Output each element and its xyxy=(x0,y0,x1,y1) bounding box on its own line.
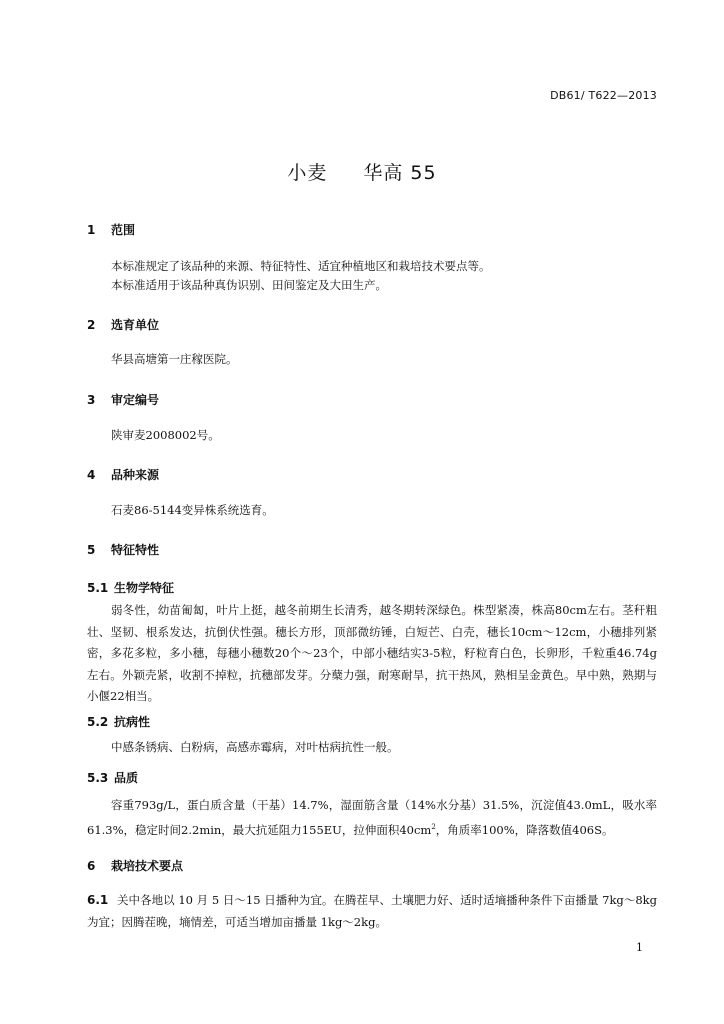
section-5-1-heading: 5.1 生物学特征 xyxy=(87,581,175,595)
page-number: 1 xyxy=(636,941,643,954)
section-5-heading: 5 特征特性 xyxy=(87,543,160,557)
section-4-heading: 4 品种来源 xyxy=(87,468,160,482)
title-crop: 小麦 xyxy=(287,162,328,184)
section-5-3-heading: 5.3 品质 xyxy=(87,771,139,785)
section-5-2-heading: 5.2 抗病性 xyxy=(87,715,151,729)
section-6-1-paragraph: 6.1 关中各地以 10 月 5 日～15 日播种为宜。在腾茬早、土壤肥力好、适时适墒播种条件下亩播量 7kg～8kg 为宜；因腾茬晚，墒情差，可适当增加亩播量 1kg～2kg。 xyxy=(87,890,657,933)
section-6-heading: 6 栽培技术要点 xyxy=(87,859,184,873)
section-5-2-paragraph: 中感条锈病、白粉病，高感赤霉病，对叶枯病抗性一般。 xyxy=(111,740,399,754)
section-1-heading: 1 范围 xyxy=(87,223,136,237)
section-3-heading: 3 审定编号 xyxy=(87,393,160,407)
document-title xyxy=(0,158,724,185)
section-3-paragraph: 陕审麦2008002号。 xyxy=(111,428,220,442)
section-2-paragraph: 华县高塘第一庄稼医院。 xyxy=(111,352,238,366)
standard-code: DB61/ T622—2013 xyxy=(550,89,657,102)
section-4-paragraph: 石麦86-5144变异株系统选育。 xyxy=(111,503,274,517)
section-1-paragraph-1: 本标准规定了该品种的来源、特征特性、适宜种植地区和栽培技术要点等。 xyxy=(111,259,491,273)
title-variety: 华高 55 xyxy=(363,162,437,184)
section-5-3-paragraph: 容重793g/L，蛋白质含量（干基）14.7%，湿面筋含量（14%水分基）31.5%，沉淀值43.0mL，吸水率61.3%，稳定时间2.2min，最大抗延阻力155EU，拉伸面积$40cm^2$，角质率100%，降落数值406S。 xyxy=(87,798,657,837)
section-1-paragraph-2: 本标准适用于该品种真伪识别、田间鉴定及大田生产。 xyxy=(111,278,387,292)
section-2-heading: 2 选育单位 xyxy=(87,318,160,332)
section-6-1-number: 6.1 xyxy=(87,893,109,907)
section-5-1-paragraph: 弱冬性，幼苗匍匐，叶片上挺，越冬前期生长清秀，越冬期转深绿色。株型紧凑，株高80cm左右。茎秆粗壮、坚韧、根系发达，抗倒伏性强。穗长方形，顶部微纺锤，白短芒、白壳，穗长10cm～12cm，小穗排列紧密，多花多粒，多小穗，每穗小穗数20个～23个，中部小穗结实3-5粒，籽粒育白色，长卵形，千粒重46.74g左右。外颖壳紧，收割不掉粒，抗穗部发芽。分蘖力强，耐寒耐旱，抗干热风，熟相呈金黄色。早中熟，熟期与小偃22相当。 xyxy=(87,603,657,703)
